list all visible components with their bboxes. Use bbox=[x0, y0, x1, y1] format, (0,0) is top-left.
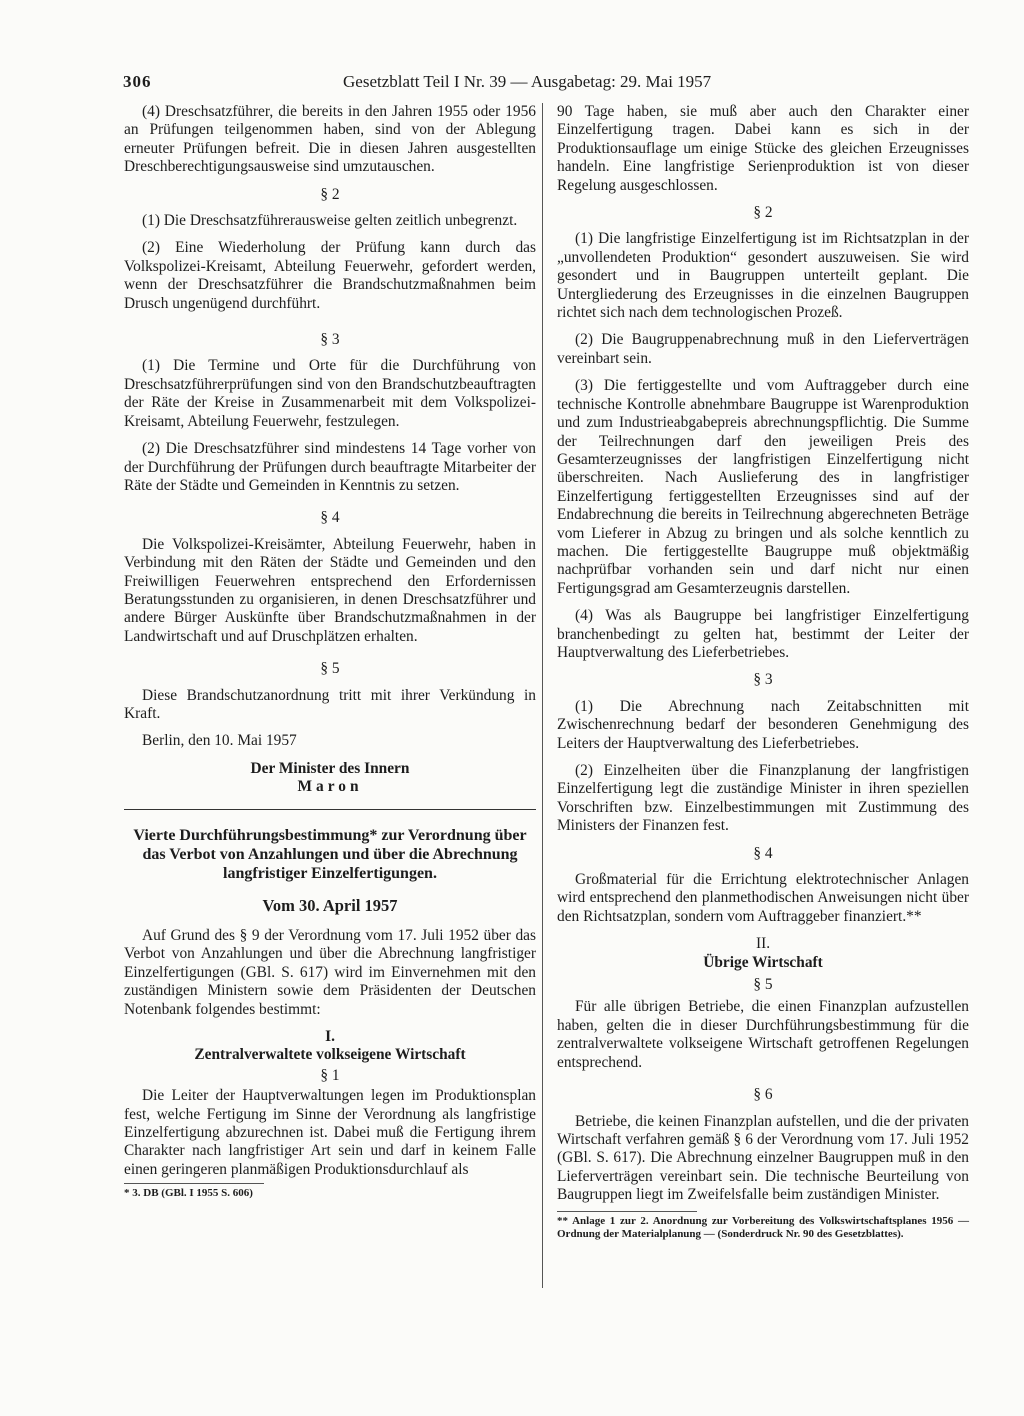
footnote: ** Anlage 1 zur 2. Anordnung zur Vorbereitung des Volkswirtschaftsplanes 1956 — Ordnung der Materialplanung — (Sonderdruck Nr. 90 des Gesetzblattes). bbox=[557, 1214, 969, 1240]
paragraph: (2) Die Dreschsatzführer sind mindestens 14 Tage vorher von der Durchführung der Prüfungen durch beauftragte Mitarbeiter der Räte der Städte und Gemeinden in Kenntnis zu setzen. bbox=[124, 440, 536, 494]
paragraph: (4) Was als Baugruppe bei langfristiger Einzelfertigung branchenbedingt zu gelten hat, bestimmt der Leiter der Hauptverwaltung des Lieferbetriebes. bbox=[557, 607, 969, 661]
paragraph: Die Volkspolizei-Kreisämter, Abteilung Feuerwehr, haben in Verbindung mit den Räten der Städte und Gemeinden und den Freiwilligen Feuerwehren entsprechend den Erfordernissen Beratungsstunden zu organisieren, in denen Dreschsatzführer und andere Bürger Auskünfte über Brandschutzmaßnahmen in der Landwirtschaft und auf Druschplätzen erhalten. bbox=[124, 535, 536, 645]
part-title: Übrige Wirtschaft bbox=[703, 953, 823, 971]
section-heading: § 4 bbox=[320, 509, 340, 527]
footnote-rule bbox=[557, 1211, 697, 1212]
paragraph: (2) Eine Wiederholung der Prüfung kann durch das Volkspolizei-Kreisamt, Abteilung Feuerwehr, gefordert werden, wenn der Dreschsatzführer die Brandschutzmaßnahmen beim Drusch ungenügend durchführt. bbox=[124, 239, 536, 312]
column-divider bbox=[542, 103, 543, 1288]
section-rule bbox=[124, 809, 536, 810]
paragraph: (2) Einzelheiten über die Finanzplanung der langfristigen Einzelfertigung legt die zuständige Minister in ihren speziellen Vorschriften bzw. Einzelbestimmungen mit Zustimmung des Ministers der Finanzen fest. bbox=[557, 762, 969, 835]
section-heading: § 3 bbox=[753, 671, 773, 689]
right-column bbox=[557, 103, 969, 1241]
footnote: * 3. DB (GBl. I 1955 S. 606) bbox=[124, 1187, 253, 1200]
paragraph: Die Leiter der Hauptverwaltungen legen im Produktionsplan fest, welche Fertigung im Sinne der Verordnung als langfristige Einzelfertigung abzurechnen ist. Dabei muß die Fertigung ihrem Charakter nach langfristiger Art sein und darf in keinem Falle einen geringeren planmäßigen Produktionsdurchlauf als bbox=[124, 1087, 536, 1178]
part-number: II. bbox=[755, 935, 771, 953]
paragraph: (1) Die Abrechnung nach Zeitabschnitten mit Zwischenrechnung bedarf der besonderen Genehmigung des Leiters der Hauptverwaltung des Lieferbetriebes. bbox=[557, 697, 969, 752]
paragraph: 90 Tage haben, sie muß aber auch den Charakter einer Einzelfertigung tragen. Dabei kann es sich in der Produktionsauflage um einige Stücke des gleichen Erzeugnisses handeln. Eine langfristige Serienproduktion ist von dieser Regelung ausgeschlossen. bbox=[557, 103, 969, 194]
minister-name: Maron bbox=[297, 778, 363, 796]
paragraph: (4) Dreschsatzführer, die bereits in den Jahren 1955 oder 1956 an Prüfungen teilgenommen haben, sind von der Ablegung erneuter Prüfungen befreit. Die in diesen Jahren ausgestellten Dreschberechtigungsausweise sind umzutauschen. bbox=[124, 103, 536, 176]
minister-title: Der Minister des Innern bbox=[250, 759, 410, 777]
part-title: Zentralverwaltete volkseigene Wirtschaft bbox=[194, 1046, 466, 1064]
paragraph: Großmaterial für die Errichtung elektrotechnischer Anlagen wird entsprechend den planmethodischen Anweisungen nicht über den Richtsatzplan, sondern vom Auftraggeber finanziert.** bbox=[557, 871, 969, 925]
section-heading: § 5 bbox=[753, 976, 773, 994]
paragraph: Diese Brandschutzanordnung tritt mit ihrer Verkündung in Kraft. bbox=[124, 686, 536, 722]
section-heading: § 1 bbox=[320, 1066, 340, 1084]
paragraph: (1) Die langfristige Einzelfertigung ist im Richtsatzplan in der „unvollendeten Produktion“ gesondert auszuweisen. Sie wird gesondert und in Baugruppen unterteilt geplant. Die Untergliederung des Erzeugnisses in die einzelnen Baugruppen richtet sich nach dem technologischen Prozeß. bbox=[557, 230, 969, 322]
left-column bbox=[124, 103, 536, 1200]
section-heading: § 5 bbox=[320, 660, 340, 678]
paragraph: (1) Die Termine und Orte für die Durchführung von Dreschsatzführerprüfungen sind von den Brandschutzbeauftragten der Räte der Kreise in Zusammenarbeit mit dem Volkspolizei-Kreisamt, Abteilung Feuerwehr, festzulegen. bbox=[124, 357, 536, 430]
paragraph: Betriebe, die keinen Finanzplan aufstellen, und die der privaten Wirtschaft verfahren gemäß § 6 der Verordnung vom 17. Juli 1952 (GBl. S. 617). Die Abrechnung einzelner Baugruppen muß in den Lieferverträgen vereinbart sein. Die technische Beurteilung von Baugruppen liegt im Zweifelsfalle beim zuständigen Minister. bbox=[557, 1112, 969, 1204]
place-date: Berlin, den 10. Mai 1957 bbox=[142, 732, 297, 750]
paragraph: Auf Grund des § 9 der Verordnung vom 17. Juli 1952 über das Verbot von Anzahlungen und über die Abrechnung langfristiger Einzelfertigungen (GBl. S. 617) wird im Einvernehmen mit den zuständigen Ministern sowie dem Präsidenten der Deutschen Notenbank folgendes bestimmt: bbox=[124, 927, 536, 1018]
paragraph: (3) Die fertiggestellte und vom Auftraggeber durch eine technische Kontrolle abnehmbare Baugruppe ist Warenproduktion und zum Industrieabgabepreis abrechnungspflichtig. Die Summe der Teilrechnungen darf den jeweiligen Preis des Gesamterzeugnisses der langfristigen Einzelfertigung nicht überschreiten. Nach Auslieferung des in langfristiger Einzelfertigung fertiggestellten Erzeugnisses sind auf der Endabrechnung die bereits in Teilrechnung abgerechneten Beträge vom Lieferer in Abzug zu bringen und als solche kenntlich zu machen. Die fertiggestellte Baugruppe muß objektmäßig nachprüfbar vorhanden sein und darf nicht nur einen Fertigungsgrad am Gesamterzeugnis darstellen. bbox=[557, 377, 969, 597]
page-number: 306 bbox=[123, 72, 152, 91]
section-heading: § 6 bbox=[753, 1086, 773, 1104]
section-heading: § 4 bbox=[753, 844, 773, 862]
paragraph: Für alle übrigen Betriebe, die einen Finanzplan aufzustellen haben, gelten die in dieser Durchführungsbestimmung für die zentralverwaltete volkseigene Wirtschaft getroffenen Regelungen entsprechend. bbox=[557, 998, 969, 1071]
section-heading: § 2 bbox=[753, 204, 773, 222]
regulation-date: Vom 30. April 1957 bbox=[262, 895, 398, 915]
part-number: I. bbox=[325, 1028, 335, 1046]
paragraph: (2) Die Baugruppenabrechnung muß in den Lieferverträgen vereinbart sein. bbox=[557, 331, 969, 367]
section-heading: § 3 bbox=[320, 331, 340, 349]
footnote-rule bbox=[124, 1183, 264, 1184]
paragraph: (1) Die Dreschsatzführerausweise gelten zeitlich unbegrenzt. bbox=[142, 212, 518, 230]
regulation-title: Vierte Durchführungsbestimmung* zur Verordnung über das Verbot von Anzahlungen und über die Abrechnung langfristiger Einzelfertigungen. bbox=[133, 826, 527, 882]
header-title: Gesetzblatt Teil I Nr. 39 — Ausgabetag: 29. Mai 1957 bbox=[343, 72, 712, 91]
page-header bbox=[123, 72, 968, 94]
section-heading: § 2 bbox=[320, 185, 340, 203]
